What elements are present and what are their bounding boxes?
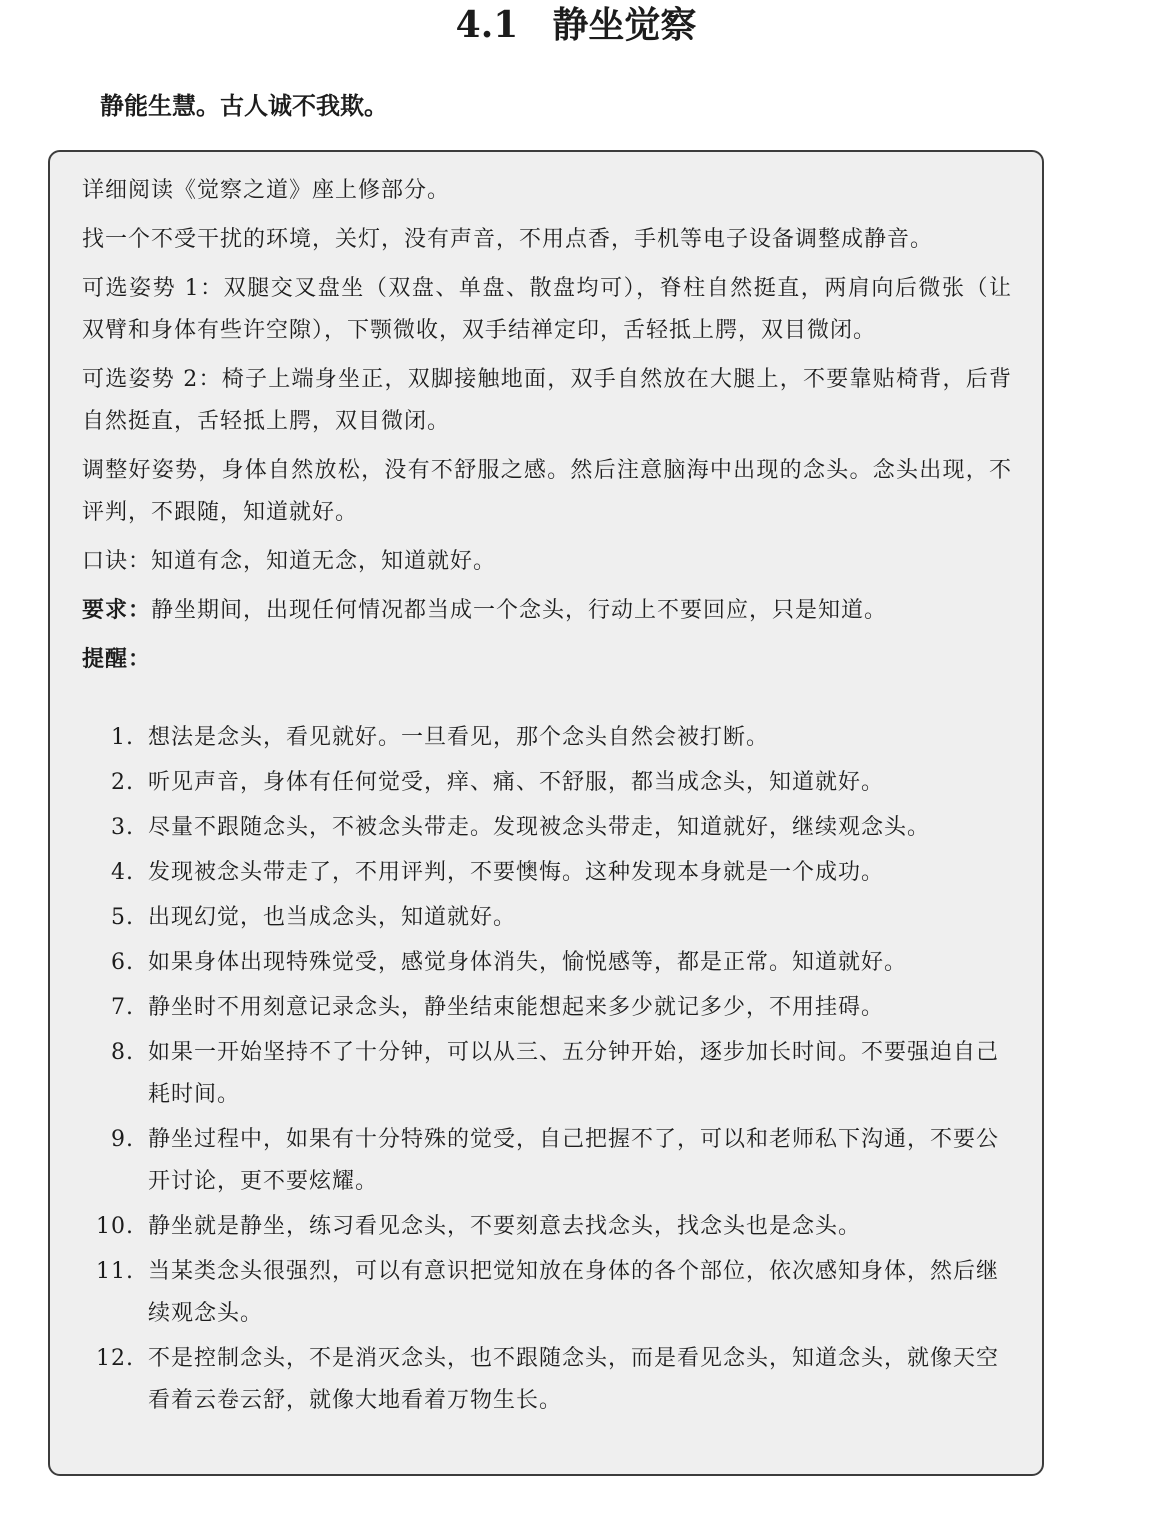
list-item-number: 3. — [111, 815, 134, 840]
section-title-text: 静坐觉察 — [552, 5, 697, 46]
list-item-number: 7. — [111, 995, 134, 1020]
list-item — [82, 897, 1012, 939]
tips-list — [82, 717, 1012, 1422]
list-item-text: 想法是念头，看见就好。一旦看见，那个念头自然会被打断。 — [148, 725, 770, 750]
instruction-reading: 详细阅读《觉察之道》座上修部分。 — [82, 178, 451, 203]
list-item-text: 静坐时不用刻意记录念头，静坐结束能想起来多少就记多少，不用挂碍。 — [148, 995, 885, 1020]
list-item-number: 1. — [111, 725, 134, 750]
list-item — [82, 852, 1012, 894]
list-item — [82, 1251, 1012, 1335]
list-item-text: 如果一开始坚持不了十分钟，可以从三、五分钟开始，逐步加长时间。不要强迫自己耗时间。 — [148, 1040, 1000, 1107]
list-item-text: 当某类念头很强烈，可以有意识把觉知放在身体的各个部位，依次感知身体，然后继续观念头。 — [148, 1259, 1000, 1326]
tips-label: 提醒： — [82, 647, 152, 672]
list-item-text: 静坐过程中，如果有十分特殊的觉受，自己把握不了，可以和老师私下沟通，不要公开讨论，更不要炫耀。 — [148, 1127, 1000, 1194]
section-title — [0, 2, 1152, 49]
list-item — [82, 717, 1012, 759]
list-item-number: 12. — [96, 1346, 134, 1371]
instruction-posture-2: 可选姿势 2：椅子上端身坐正，双脚接触地面，双手自然放在大腿上，不要靠贴椅背，后背自然挺直，舌轻抵上腭，双目微闭。 — [82, 367, 1012, 434]
list-item — [82, 762, 1012, 804]
list-item-number: 4. — [111, 860, 134, 885]
list-item-number: 11. — [96, 1259, 134, 1284]
requirement — [82, 590, 1012, 632]
practice-box — [48, 150, 1044, 1476]
list-item-number: 5. — [111, 905, 134, 930]
list-item-text: 不是控制念头，不是消灭念头，也不跟随念头，而是看见念头，知道念头，就像天空看着云卷云舒，就像大地看着万物生长。 — [148, 1346, 1000, 1413]
list-item-number: 8. — [111, 1040, 134, 1065]
list-item-text: 尽量不跟随念头，不被念头带走。发现被念头带走，知道就好，继续观念头。 — [148, 815, 931, 840]
requirement-label: 要求： — [82, 598, 152, 623]
list-item-number: 9. — [111, 1127, 134, 1152]
list-item-number: 10. — [96, 1214, 134, 1239]
list-item-text: 发现被念头带走了，不用评判，不要懊悔。这种发现本身就是一个成功。 — [148, 860, 885, 885]
list-item-text: 听见声音，身体有任何觉受，痒、痛、不舒服，都当成念头，知道就好。 — [148, 770, 885, 795]
section-number: 4.1 — [455, 4, 519, 46]
list-item — [82, 807, 1012, 849]
list-item — [82, 1032, 1012, 1116]
list-item-number: 6. — [111, 950, 134, 975]
instruction-mantra: 口诀：知道有念，知道无念，知道就好。 — [82, 549, 497, 574]
intro-text: 静能生慧。古人诚不我欺。 — [100, 91, 388, 120]
instruction-environment: 找一个不受干扰的环境，关灯，没有声音，不用点香，手机等电子设备调整成静音。 — [82, 227, 934, 252]
list-item-text: 静坐就是静坐，练习看见念头，不要刻意去找念头，找念头也是念头。 — [148, 1214, 862, 1239]
list-item-number: 2. — [111, 770, 134, 795]
instruction-relax: 调整好姿势，身体自然放松，没有不舒服之感。然后注意脑海中出现的念头。念头出现，不评判，不跟随，知道就好。 — [82, 458, 1012, 525]
list-item-text: 如果身体出现特殊觉受，感觉身体消失，愉悦感等，都是正常。知道就好。 — [148, 950, 908, 975]
list-item — [82, 1338, 1012, 1422]
instruction-posture-1: 可选姿势 1：双腿交叉盘坐（双盘、单盘、散盘均可），脊柱自然挺直，两肩向后微张（让双臂和身体有些许空隙），下颚微收，双手结禅定印，舌轻抵上腭，双目微闭。 — [82, 276, 1012, 343]
requirement-text: 静坐期间，出现任何情况都当成一个念头，行动上不要回应，只是知道。 — [151, 598, 888, 623]
list-item — [82, 987, 1012, 1029]
list-item — [82, 1206, 1012, 1248]
list-item — [82, 1119, 1012, 1203]
list-item — [82, 942, 1012, 984]
list-item-text: 出现幻觉，也当成念头，知道就好。 — [148, 905, 517, 930]
